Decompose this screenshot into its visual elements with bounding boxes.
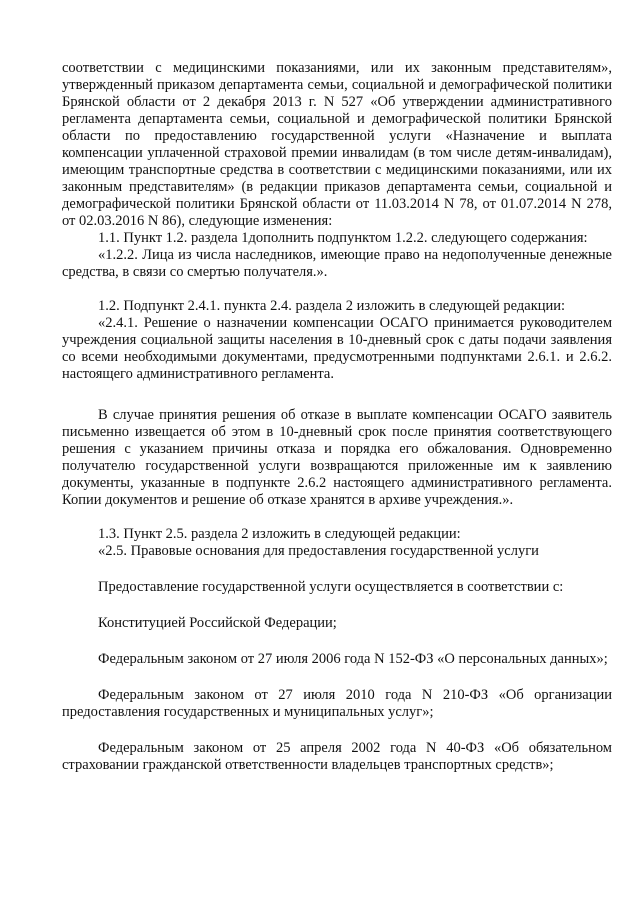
document-page xyxy=(62,60,612,774)
paragraph-law-210: Федеральным законом от 27 июля 2010 года N 210-ФЗ «Об организации предоставления государственных и муниципальных услуг»; xyxy=(62,687,612,720)
paragraph-1-2: 1.2. Подпункт 2.4.1. пункта 2.4. раздела 2 изложить в следующей редакции: xyxy=(98,298,566,314)
paragraph-2-4-1: «2.4.1. Решение о назначении компенсации ОСАГО принимается руководителем учреждения социальной защиты населения в 10-дневный срок с даты подачи заявления со всеми необходимыми документами, предусмотренными подпунктами 2.6.1. и 2.6.2. настоящего административного регламента. xyxy=(62,315,612,382)
paragraph-constitution: Конституцией Российской Федерации; xyxy=(98,615,337,631)
paragraph-1-1: 1.1. Пункт 1.2. раздела 1дополнить подпунктом 1.2.2. следующего содержания: xyxy=(98,230,588,246)
paragraph-refusal: В случае принятия решения об отказе в выплате компенсации ОСАГО заявитель письменно извещается об этом в 10-дневный срок после принятия соответствующего решения с указанием причины отказа и порядка его обжалования. Одновременно получателю государственной услуги возвращаются приложенные им к заявлению документы, указанные в подпункте 2.6.2 настоящего административного регламента. Копии документов и решение об отказе хранятся в архиве учреждения.». xyxy=(62,407,612,508)
paragraph-law-152: Федеральным законом от 27 июля 2006 года N 152-ФЗ «О персональных данных»; xyxy=(98,651,608,667)
paragraph-1-3: 1.3. Пункт 2.5. раздела 2 изложить в следующей редакции: xyxy=(98,526,461,542)
paragraph-law-40: Федеральным законом от 25 апреля 2002 года N 40-ФЗ «Об обязательном страховании гражданской ответственности владельцев транспортных средств»; xyxy=(62,740,612,773)
paragraph-2-5: «2.5. Правовые основания для предоставления государственной услуги xyxy=(98,543,539,559)
paragraph-intro: соответствии с медицинскими показаниями, или их законным представителям», утвержденный приказом департамента семьи, социальной и демографической политики Брянской области от 2 декабря 2013 г. N 527 «Об утверждении административного регламента департамента семьи, социальной и демографической политики Брянской области по предоставлению государственной услуги «Назначение и выплата компенсации уплаченной страховой премии инвалидам (в том числе детям-инвалидам), имеющим транспортные средства в соответствии с медицинскими показаниями, или их законным представителям» (в редакции приказов департамента семьи, социальной и демографической политики Брянской области от 11.03.2014 N 78, от 01.07.2014 N 278, от 02.03.2016 N 86), следующие изменения: xyxy=(62,60,612,229)
paragraph-basis: Предоставление государственной услуги осуществляется в соответствии с: xyxy=(98,579,564,595)
paragraph-1-2-2: «1.2.2. Лица из числа наследников, имеющие право на недополученные денежные средства, в связи со смертью получателя.». xyxy=(62,247,612,280)
